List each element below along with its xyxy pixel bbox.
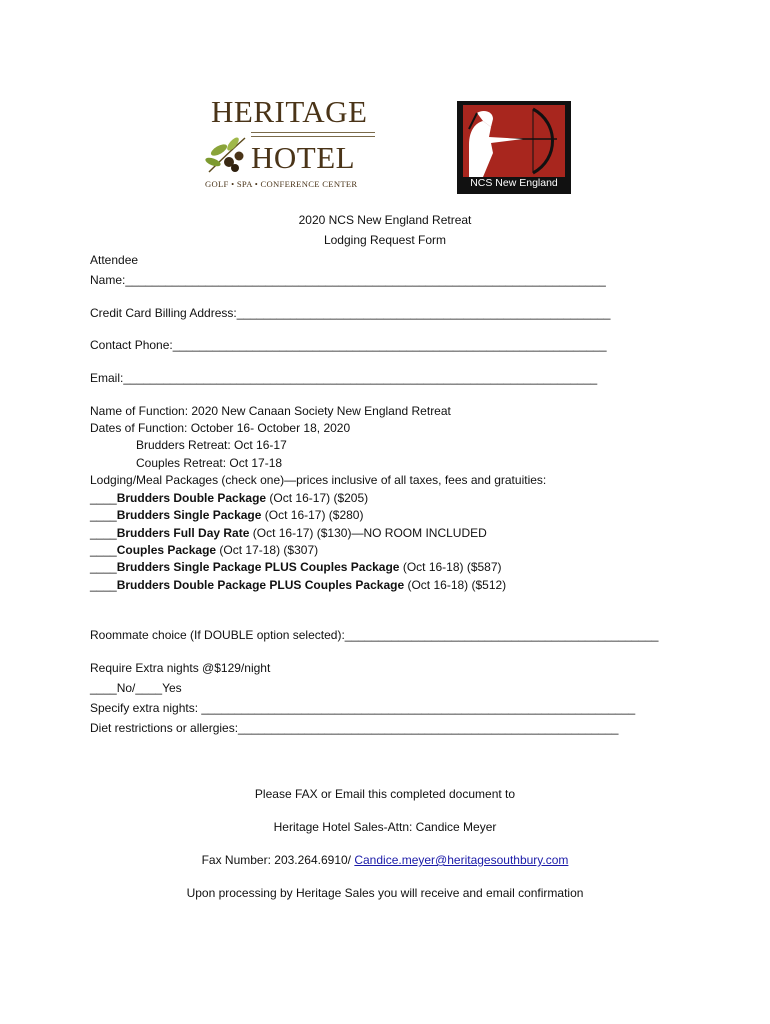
package-option[interactable] — [90, 559, 502, 575]
specify-extra-nights-field[interactable]: Specify extra nights: _________________________________________________________________ — [90, 701, 636, 715]
heritage-logo-word2: HOTEL — [251, 140, 356, 175]
package-checkbox-blank[interactable]: ____ — [90, 491, 117, 505]
package-name: Brudders Single Package — [116, 508, 262, 522]
package-option[interactable] — [90, 525, 487, 541]
ncs-new-england-logo — [457, 101, 571, 194]
form-subtitle: Lodging Request Form — [323, 233, 447, 247]
package-name: Brudders Full Day Rate — [116, 526, 250, 540]
fax-number: Fax Number: 203.264.6910/ — [201, 853, 355, 867]
ncs-logo-label: NCS New England — [470, 177, 558, 189]
ncs-logo-panel — [463, 105, 565, 177]
package-name: Couples Package — [116, 543, 217, 557]
attendee-heading: Attendee — [90, 253, 139, 267]
package-checkbox-blank[interactable]: ____ — [90, 526, 117, 540]
footer-contact — [0, 852, 770, 868]
package-detail: (Oct 16-17) ($205) — [266, 491, 369, 505]
extra-nights-no-yes[interactable]: ____No/____Yes — [90, 681, 182, 695]
package-name: Brudders Double Package — [116, 491, 267, 505]
package-checkbox-blank[interactable]: ____ — [90, 560, 117, 574]
package-option[interactable] — [90, 490, 368, 506]
packages-intro: Lodging/Meal Packages (check one)—prices inclusive of all taxes, fees and gratuities: — [90, 473, 547, 487]
contact-phone-field[interactable]: Contact Phone:_________________________________________________________________ — [90, 338, 607, 352]
couples-retreat-dates: Couples Retreat: Oct 17-18 — [136, 456, 283, 470]
diet-restrictions-field[interactable]: Diet restrictions or allergies:_________________________________________________________ — [90, 721, 619, 735]
heritage-logo-tagline: GOLF • SPA • CONFERENCE CENTER — [205, 179, 358, 189]
olive-branch-icon — [205, 132, 251, 176]
package-detail: (Oct 16-17) ($130)—NO ROOM INCLUDED — [249, 526, 487, 540]
package-detail: (Oct 16-18) ($587) — [399, 560, 502, 574]
name-field[interactable]: Name:________________________________________________________________________ — [90, 273, 606, 287]
logo-rule-bottom — [251, 136, 375, 137]
function-dates: Dates of Function: October 16- October 18, 2020 — [90, 421, 351, 435]
package-checkbox-blank[interactable]: ____ — [90, 543, 117, 557]
footer-attention: Heritage Hotel Sales-Attn: Candice Meyer — [273, 820, 497, 834]
email-field[interactable]: Email:_______________________________________________________________________ — [90, 371, 598, 385]
package-option[interactable] — [90, 542, 318, 558]
package-name: Brudders Double Package PLUS Couples Package — [116, 578, 405, 592]
package-checkbox-blank[interactable]: ____ — [90, 578, 117, 592]
logo-rule-top — [251, 132, 375, 133]
package-checkbox-blank[interactable]: ____ — [90, 508, 117, 522]
package-detail: (Oct 17-18) ($307) — [216, 543, 319, 557]
brudders-retreat-dates: Brudders Retreat: Oct 16-17 — [136, 438, 287, 452]
package-option[interactable] — [90, 577, 506, 593]
email-link[interactable]: Candice.meyer@heritagesouthbury.com — [354, 853, 569, 867]
package-detail: (Oct 16-18) ($512) — [404, 578, 507, 592]
archer-icon — [463, 105, 565, 177]
footer-instruction: Please FAX or Email this completed document to — [254, 787, 516, 801]
extra-nights-label: Require Extra nights @$129/night — [90, 661, 271, 675]
billing-address-field[interactable]: Credit Card Billing Address:________________________________________________________ — [90, 306, 611, 320]
package-name: Brudders Single Package PLUS Couples Package — [116, 560, 400, 574]
heritage-hotel-logo — [203, 94, 381, 192]
package-detail: (Oct 16-17) ($280) — [261, 508, 364, 522]
roommate-choice-field[interactable]: Roommate choice (If DOUBLE option selected):_______________________________________________ — [90, 628, 659, 642]
form-title: 2020 NCS New England Retreat — [298, 213, 472, 227]
package-option[interactable] — [90, 507, 363, 523]
heritage-logo-word1: HERITAGE — [211, 94, 368, 129]
footer-confirmation-note: Upon processing by Heritage Sales you will receive and email confirmation — [186, 886, 584, 900]
function-name: Name of Function: 2020 New Canaan Society New England Retreat — [90, 404, 451, 418]
